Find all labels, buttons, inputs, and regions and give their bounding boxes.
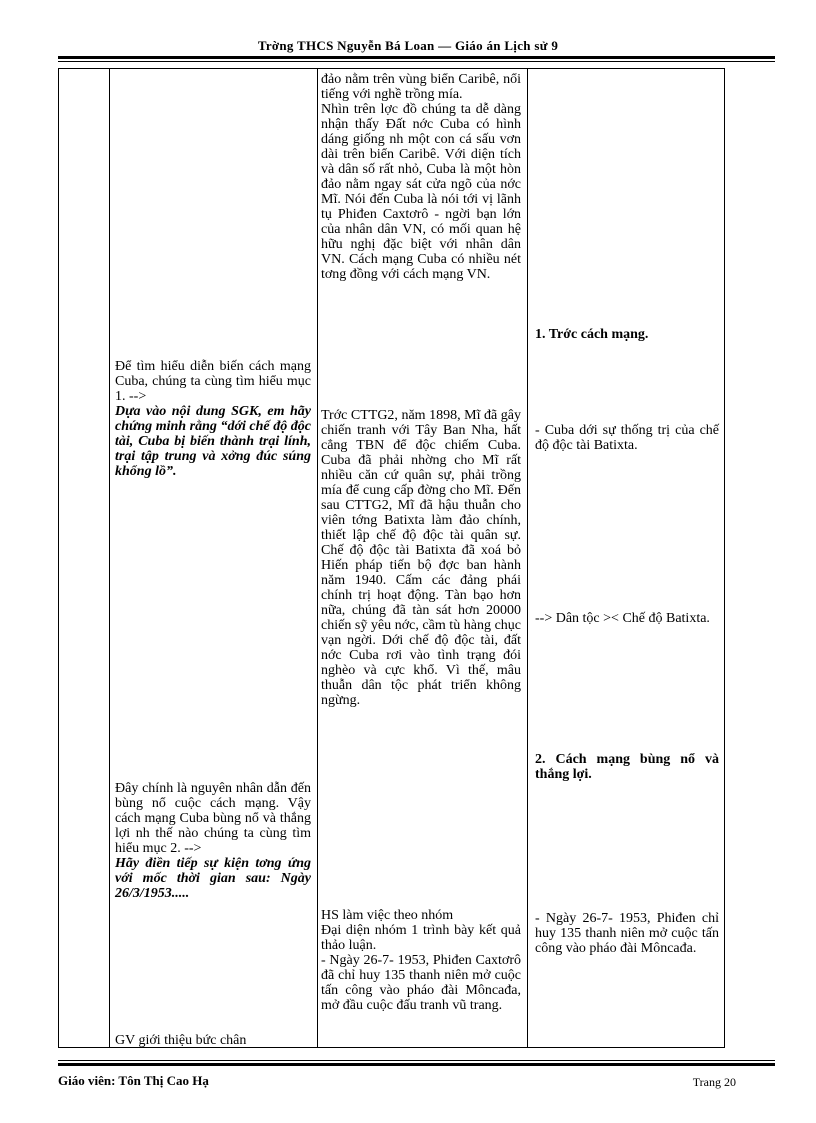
content-para-5: Đại diện nhóm 1 trình bày kết quả thảo luận.: [321, 923, 521, 953]
footer-rule-thick: [58, 1063, 775, 1066]
content-column-middle: [321, 408, 521, 708]
content-para-3: Trớc CTTG2, năm 1898, Mĩ đã gây chiến tranh với Tây Ban Nha, hất cẳng TBN để độc chiếm Cuba. Cuba đã phải nhờng cho Mĩ rất nhiều căn cứ quân sự, phải trồng mía để cung cấp đờng cho Mĩ. Đến sau CTTG2, Mĩ đã hậu thuẫn cho viên tớng Batixta làm đảo chính, thiết lập chế độ độc tài quân sự. Chế độ độc tài Batixta đã xoá bỏ Hiến pháp tiến bộ đợc ban hành năm 1940. Cấm các đảng phái chính trị hoạt động. Tàn bạo hơn nữa, chúng đã tàn sát hơn 20000 chiến sỹ yêu nớc, cầm tù hàng chục vạn ngời. Dới chế độ độc tài, đất nớc Cuba rơi vào tình trạng đói nghèo và cực khổ. Vì thế, mâu thuẫn dân tộc phát triển không ngừng.: [321, 408, 521, 708]
notes-item-2: --> Dân tộc >< Chế độ Batixta.: [535, 611, 710, 626]
teacher-question-2: Hãy điền tiếp sự kiện tơng ứng với mốc thời gian sau: Ngày 26/3/1953.....: [115, 856, 311, 901]
footer-page-number: Trang 20: [692, 1075, 736, 1089]
content-para-1: đảo nằm trên vùng biển Caribê, nổi tiếng với nghề trồng mía.: [321, 72, 521, 102]
content-para-2: Nhìn trên lợc đồ chúng ta dễ dàng nhận thấy Đất nớc Cuba có hình dáng giống nh một con cá sấu vơn dài trên biển Caribê. Với diện tích và dân số rất nhỏ, Cuba là một hòn đảo nằm ngay sát cửa ngõ của nớc Mĩ. Nói đến Cuba là nói tới vị lãnh tụ Phiđen Caxtơrô - ngời bạn lớn của nhân dân VN, có mối quan hệ hữu nghị đặc biệt với nhân dân VN. Cách mạng Cuba có nhiều nét tơng đồng với cách mạng VN.: [321, 102, 521, 282]
footer-teacher-name: Giáo viên: Tôn Thị Cao Hạ: [58, 1073, 209, 1088]
header-rule-thin: [58, 61, 775, 62]
content-para-6: - Ngày 26-7- 1953, Phiđen Caxtơrô đã chỉ huy 135 thanh niên mở cuộc tấn công vào pháo đài Môncađa, mở đầu cuộc đấu tranh vũ trang.: [321, 953, 521, 1013]
teacher-question-1: Dựa vào nội dung SGK, em hãy chứng minh rằng “dới chế độ độc tài, Cuba bị biến thành trại lính, trại tập trung và xởng đúc súng khổng lồ”.: [115, 404, 311, 479]
notes-item-3: - Ngày 26-7- 1953, Phiđen chỉ huy 135 thanh niên mở cuộc tấn công vào pháo đài Môncađa.: [535, 911, 719, 956]
teacher-picture-intro: [115, 1033, 311, 1048]
teacher-cause-block: [115, 781, 311, 901]
notes-item-1: - Cuba dới sự thống trị của chế độ độc tài Batixta.: [535, 423, 719, 453]
content-para-4: HS làm việc theo nhóm: [321, 908, 454, 923]
column-divider-2: [317, 69, 318, 1047]
content-column-bottom: [321, 908, 521, 1013]
lesson-table: [58, 68, 725, 1048]
header-rule-thick: [58, 56, 775, 59]
content-column-top: [321, 72, 521, 282]
teacher-intro-text: Để tìm hiểu diễn biến cách mạng Cuba, chúng ta cùng tìm hiểu mục 1. -->: [115, 359, 311, 404]
page-header-title: Trờng THCS Nguyễn Bá Loan — Giáo án Lịch sử 9: [257, 38, 559, 53]
notes-heading-1: 1. Trớc cách mạng.: [535, 327, 649, 342]
teacher-picture-text: GV giới thiệu bức chân: [115, 1033, 247, 1048]
teacher-activity-column: [115, 359, 311, 479]
column-divider-3: [527, 69, 528, 1047]
footer-rule-thin: [58, 1060, 775, 1061]
teacher-cause-text: Đây chính là nguyên nhân dẫn đến bùng nổ cuộc cách mạng. Vậy cách mạng Cuba bùng nổ và thắng lợi nh thế nào chúng ta cùng tìm hiểu mục 2. -->: [115, 781, 311, 856]
notes-heading-2: 2. Cách mạng bùng nổ và thắng lợi.: [535, 752, 719, 782]
column-divider-1: [109, 69, 110, 1047]
